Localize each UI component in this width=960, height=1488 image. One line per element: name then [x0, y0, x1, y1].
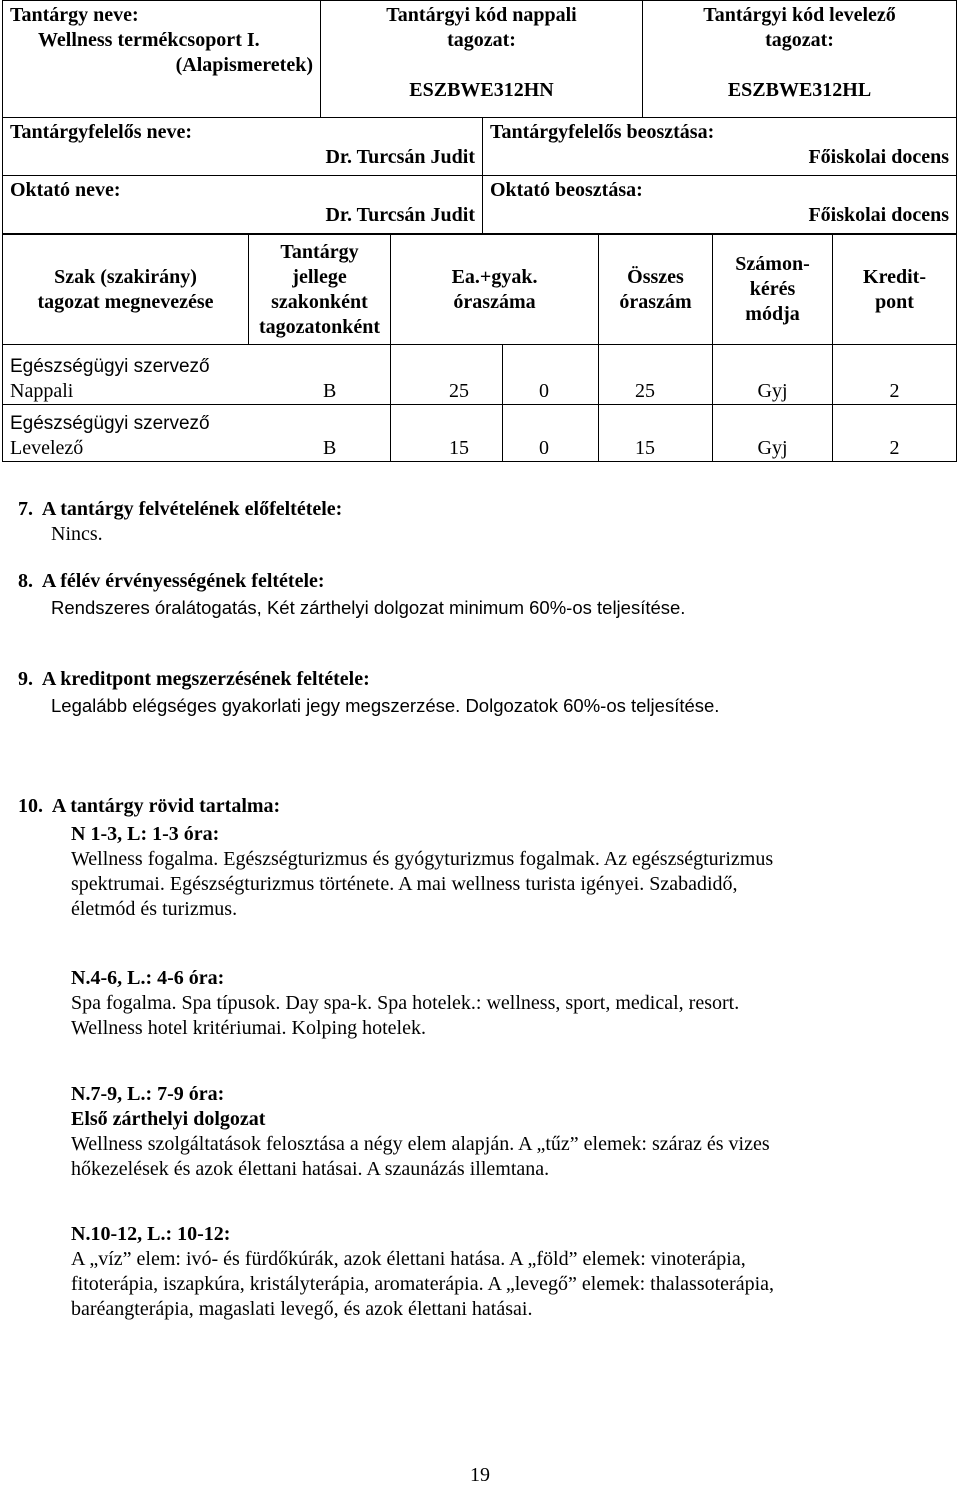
- col-header-credit: [833, 235, 957, 345]
- content-block-1-heading: N 1-3, L: 1-3 óra:: [71, 823, 220, 845]
- col-header-hours-l1: Ea.+gyak.: [451, 265, 538, 288]
- section-9-text: Legalább elégséges gyakorlati jegy megszerzése. Dolgozatok 60%-os teljesítése.: [51, 695, 720, 716]
- row-exam: Gyj: [713, 405, 833, 462]
- responsible-pos-label: Tantárgyfelelős beosztása:: [490, 121, 715, 143]
- row-practice: 0: [503, 345, 599, 405]
- section-8-text: Rendszeres óralátogatás, Két zárthelyi dolgozat minimum 60%-os teljesítése.: [51, 597, 686, 618]
- row-lecture: 15: [391, 405, 503, 462]
- content-block-3-line: hőkezelések és azok élettani hatásai. A szaunázás illemtana.: [71, 1158, 550, 1180]
- row-total: 25: [599, 345, 713, 405]
- content-block-1: [71, 822, 951, 922]
- table-row: [3, 345, 957, 405]
- section-8-title: A félév érvényességének feltétele:: [41, 570, 325, 592]
- section-10: [18, 794, 280, 819]
- content-block-1-line: spektrumai. Egészségturizmus története. A mai wellness turista igényei. Szabadidő,: [71, 873, 738, 895]
- row-program-cell: [3, 405, 391, 462]
- col-header-type-l2: jellege: [292, 265, 347, 288]
- col-header-type-l3: szakonként: [271, 290, 368, 313]
- col-header-program-l1: Szak (szakirány): [54, 265, 197, 288]
- row-mode: Levelező: [10, 437, 84, 459]
- section-9-heading: [18, 667, 719, 692]
- content-block-3-line: Wellness szolgáltatások felosztása a négy elem alapján. A „tűz” elemek: száraz és vizes: [71, 1133, 770, 1155]
- code-day-label-2: tagozat:: [447, 29, 516, 51]
- col-header-program: [3, 235, 249, 345]
- section-8: [18, 569, 685, 622]
- table-row: [3, 405, 957, 462]
- course-table-header-row: [3, 235, 957, 345]
- col-header-type-l4: tagozatonként: [258, 315, 381, 338]
- col-header-type-l1: Tantárgy: [280, 240, 359, 263]
- code-corr-label-1: Tantárgyi kód levelező: [703, 4, 896, 26]
- col-header-exam-l3: módja: [745, 303, 800, 325]
- col-header-program-l2: tagozat megnevezése: [37, 290, 214, 313]
- responsible-pos-cell: [483, 118, 957, 176]
- col-header-total-l2: óraszám: [619, 290, 692, 313]
- code-day-value: ESZBWE312HN: [409, 79, 554, 101]
- col-header-exam-l2: kérés: [749, 278, 796, 300]
- content-block-1-line: Wellness fogalma. Egészségturizmus és gyógyturizmus fogalmak. Az egészségturizmus: [71, 848, 774, 870]
- code-day-cell: [321, 1, 643, 118]
- code-day-label-1: Tantárgyi kód nappali: [386, 4, 577, 26]
- section-10-number: 10.: [18, 795, 43, 817]
- col-header-credit-l2: pont: [875, 290, 914, 313]
- teacher-name: Dr. Turcsán Judit: [325, 204, 475, 226]
- col-header-total-l1: Összes: [627, 265, 684, 288]
- content-block-2: [71, 966, 951, 1041]
- col-header-exam: [713, 235, 833, 345]
- subject-name-label: Tantárgy neve:: [10, 4, 139, 26]
- teacher-label: Oktató neve:: [10, 179, 121, 201]
- section-7-title: A tantárgy felvételének előfeltétele:: [41, 498, 343, 520]
- section-9-number: 9.: [18, 668, 33, 690]
- course-table: [2, 234, 957, 462]
- responsible-name: Dr. Turcsán Judit: [325, 146, 475, 168]
- section-7-heading: [18, 497, 342, 522]
- code-corr-cell: [643, 1, 957, 118]
- subject-header-table: [2, 0, 957, 234]
- responsible-pos: Főiskolai docens: [808, 146, 950, 168]
- row-credit: 2: [833, 405, 957, 462]
- teacher-pos-label: Oktató beosztása:: [490, 179, 643, 201]
- row-total: 15: [599, 405, 713, 462]
- responsible-label: Tantárgyfelelős neve:: [10, 121, 193, 143]
- row-program-cell: [3, 345, 391, 405]
- content-block-4-heading: N.10-12, L.: 10-12:: [71, 1223, 231, 1245]
- teacher-cell: [3, 176, 483, 234]
- row-mode: Nappali: [10, 380, 74, 402]
- content-block-1-line: életmód és turizmus.: [71, 898, 238, 920]
- subject-name-cell: [3, 1, 321, 118]
- teacher-pos-cell: [483, 176, 957, 234]
- subject-name-line2: (Alapismeretek): [175, 54, 313, 76]
- col-header-total: [599, 235, 713, 345]
- section-7-number: 7.: [18, 498, 33, 520]
- row-program: Egészségügyi szervező: [10, 356, 210, 377]
- code-corr-value: ESZBWE312HL: [727, 79, 872, 101]
- section-8-number: 8.: [18, 570, 33, 592]
- code-corr-label-2: tagozat:: [765, 29, 834, 51]
- subject-name-line1: Wellness termékcsoport I.: [38, 29, 260, 51]
- row-credit: 2: [833, 345, 957, 405]
- content-block-4: [71, 1222, 951, 1322]
- responsible-cell: [3, 118, 483, 176]
- row-type: B: [323, 380, 337, 402]
- row-lecture: 25: [391, 345, 503, 405]
- page-number: 19: [470, 1464, 490, 1486]
- section-7-text: Nincs.: [51, 523, 103, 545]
- section-9-title: A kreditpont megszerzésének feltétele:: [41, 668, 370, 690]
- section-10-title: A tantárgy rövid tartalma:: [51, 795, 281, 817]
- col-header-exam-l1: Számon-: [735, 253, 810, 275]
- content-block-4-line: A „víz” elem: ivó- és fürdőkúrák, azok élettani hatása. A „föld” elemek: vinoterápia,: [71, 1248, 746, 1270]
- content-block-2-line: Wellness hotel kritériumai. Kolping hotelek.: [71, 1017, 426, 1039]
- row-type: B: [323, 437, 337, 459]
- section-9: [18, 667, 719, 720]
- content-block-2-heading: N.4-6, L.: 4-6 óra:: [71, 967, 225, 989]
- col-header-credit-l1: Kredit-: [863, 265, 926, 288]
- content-block-4-line: baréangterápia, magaslati levegő, és azok élettani hatásai.: [71, 1298, 533, 1320]
- content-block-3: [71, 1082, 951, 1182]
- col-header-type: [249, 235, 391, 345]
- section-8-heading: [18, 569, 685, 594]
- content-block-2-line: Spa fogalma. Spa típusok. Day spa-k. Spa hotelek.: wellness, sport, medical, resort.: [71, 992, 740, 1014]
- section-10-heading: [18, 794, 280, 819]
- row-practice: 0: [503, 405, 599, 462]
- teacher-pos: Főiskolai docens: [808, 204, 950, 226]
- col-header-hours-l2: óraszáma: [453, 290, 536, 313]
- row-program: Egészségügyi szervező: [10, 413, 210, 434]
- section-7: [18, 497, 342, 547]
- row-exam: Gyj: [713, 345, 833, 405]
- content-block-4-line: fitoterápia, iszapkúra, kristályterápia, aromaterápia. A „levegő” elemek: thalassoterápia,: [71, 1273, 775, 1295]
- col-header-hours: [391, 235, 599, 345]
- content-block-3-heading: N.7-9, L.: 7-9 óra:: [71, 1083, 225, 1105]
- content-block-3-subheading: Első zárthelyi dolgozat: [71, 1108, 266, 1130]
